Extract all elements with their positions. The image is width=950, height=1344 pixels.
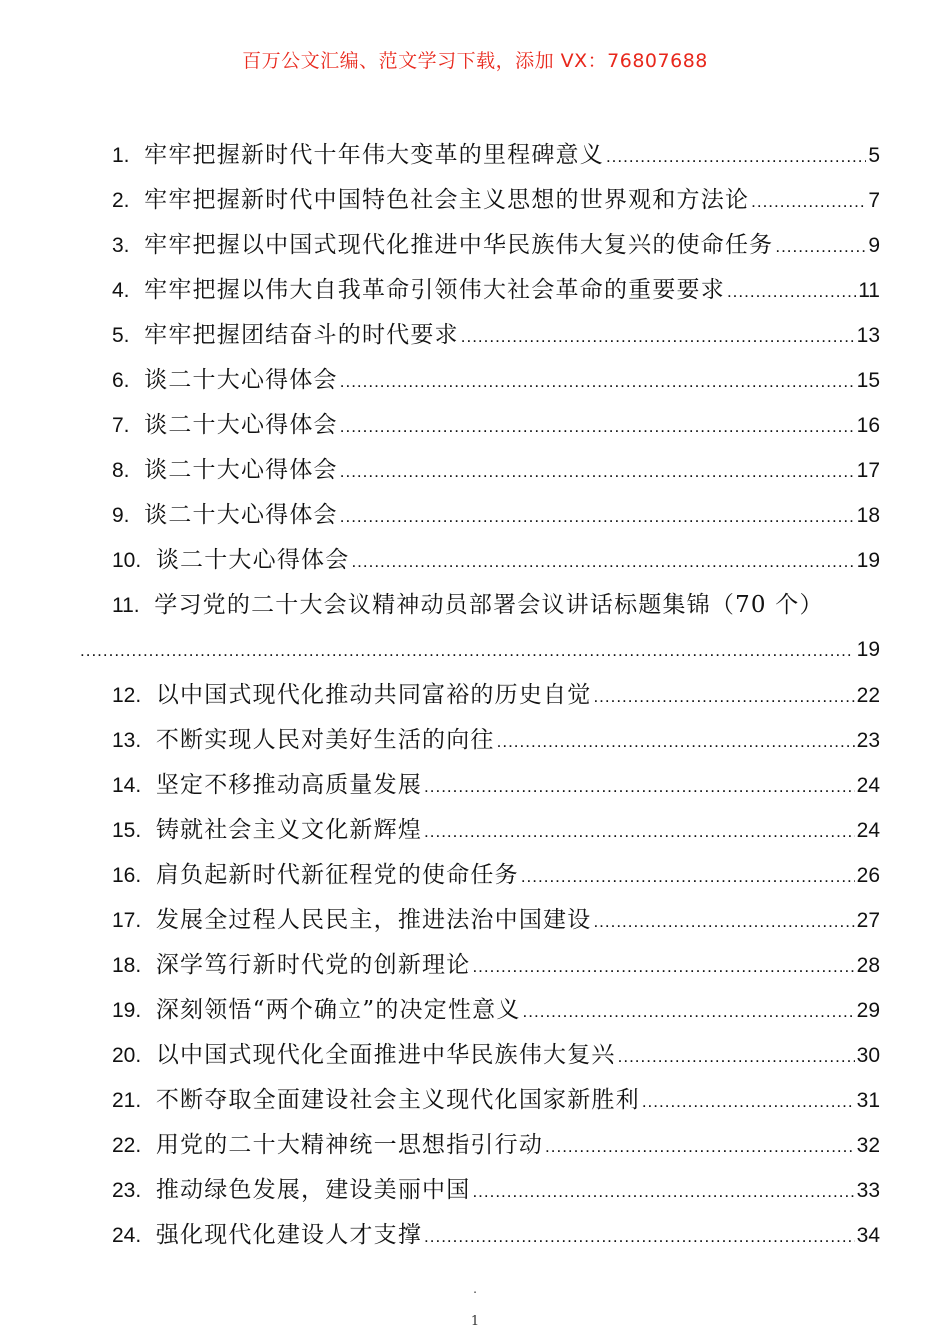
toc-leader-dots [461,315,855,359]
toc-entry-number: 10. [112,549,142,572]
toc-entry-page: 11 [858,279,880,302]
toc-entry-number: 14. [112,774,142,797]
toc-entry-page: 15 [856,369,880,392]
toc-entry-number: 12. [112,684,142,707]
toc-leader-dots [642,1080,855,1124]
toc-entry-page: 33 [856,1179,880,1202]
toc-entry-number: 9. [112,504,130,527]
toc-entry-2[interactable] [112,178,880,222]
toc-entry-title: 不断实现人民对美好生活的向往 [155,727,495,753]
toc-entry-title: 坚定不移推动高质量发展 [155,772,423,798]
toc-entry-number: 11. [112,594,140,617]
toc-entry-page: 18 [856,504,880,527]
toc-entry-number: 5. [112,324,130,347]
toc-entry-page: 9 [868,234,880,257]
toc-leader-dots [523,990,855,1034]
toc-entry-20[interactable] [112,1033,880,1077]
toc-entry-title: 不断夺取全面建设社会主义现代化国家新胜利 [155,1087,640,1113]
toc-entry-title: 推动绿色发展，建设美丽中国 [155,1177,471,1203]
toc-entry-number: 7. [112,414,130,437]
toc-entry-title: 肩负起新时代新征程党的使命任务 [155,862,519,888]
toc-leader-dots [424,1215,855,1259]
toc-entry-title: 谈二十大心得体会 [144,502,338,528]
toc-entry-12[interactable] [112,673,880,717]
toc-entry-page: 19 [856,549,880,572]
toc-entry-title: 谈二十大心得体会 [144,412,338,438]
toc-entry-page: 24 [856,819,880,842]
toc-entry-title: 强化现代化建设人才支撑 [155,1222,423,1248]
toc-entry-title: 牢牢把握新时代十年伟大变革的里程碑意义 [144,142,604,168]
toc-leader-dots [351,540,854,584]
toc-entry-13[interactable] [112,718,880,762]
toc-entry-number: 23. [112,1179,142,1202]
toc-entry-18[interactable] [112,943,880,987]
footer-dot: . [473,1282,477,1296]
toc-entry-title: 谈二十大心得体会 [155,547,350,573]
toc-entry-number: 6. [112,369,130,392]
toc-entry-14[interactable] [112,763,880,807]
toc-entry-title: 深刻领悟“两个确立”的决定性意义 [155,997,521,1023]
toc-leader-dots [775,225,866,269]
toc-leader-dots [593,675,854,719]
toc-entry-6[interactable] [112,358,880,402]
toc-entry-9[interactable] [112,493,880,537]
toc-entry-title: 以中国式现代化推动共同富裕的历史自觉 [155,682,592,708]
toc-leader-dots [545,1125,855,1169]
toc-entry-23[interactable] [112,1168,880,1212]
toc-entry-1[interactable] [112,133,880,177]
toc-entry-24[interactable] [112,1213,880,1257]
toc-entry-page: 23 [856,729,880,752]
toc-entry-number: 1. [112,144,130,167]
toc-entry-21[interactable] [112,1078,880,1122]
toc-entry-page: 34 [856,1224,880,1247]
toc-entry-16[interactable] [112,853,880,897]
toc-entry-number: 17. [112,909,142,932]
toc-entry-page: 24 [856,774,880,797]
toc-entry-title: 铸就社会主义文化新辉煌 [155,817,423,843]
toc-entry-title: 学习党的二十大会议精神动员部署会议讲话标题集锦（70 个） [154,592,824,618]
toc-leader-dots [618,1035,855,1079]
toc-entry-page: 26 [856,864,880,887]
toc-entry-page: 29 [856,999,880,1022]
toc-entry-number: 24. [112,1224,142,1247]
toc-leader-dots [606,135,866,179]
toc-entry-5[interactable] [112,313,880,357]
toc-entry-number: 13. [112,729,142,752]
toc-entry-page: 27 [856,909,880,932]
toc-leader-dots [472,945,854,989]
toc-entry-number: 21. [112,1089,142,1112]
toc-entry-page: 13 [856,324,880,347]
toc-entry-8[interactable] [112,448,880,492]
toc-leader-dots [340,495,855,539]
toc-entry-4[interactable] [112,268,880,312]
toc-entry-page: 32 [856,1134,880,1157]
toc-leader-dots [424,765,855,809]
toc-entry-number: 8. [112,459,130,482]
toc-entry-page: 30 [856,1044,880,1067]
toc-leader-dots [751,180,866,224]
toc-entry-page: 17 [856,459,880,482]
toc-entry-10[interactable] [112,538,880,582]
toc-entry-title: 深学笃行新时代党的创新理论 [155,952,471,978]
toc-entry-title: 牢牢把握团结奋斗的时代要求 [144,322,459,348]
toc-entry-11[interactable] [112,583,880,627]
toc-entry-number: 2. [112,189,130,212]
toc-entry-number: 22. [112,1134,142,1157]
toc-entry-page: 19 [856,638,880,661]
toc-leader-dots [593,900,854,944]
toc-entry-number: 16. [112,864,142,887]
toc-entry-17[interactable] [112,898,880,942]
toc-entry-page: 31 [856,1089,880,1112]
toc-entry-title: 牢牢把握新时代中国特色社会主义思想的世界观和方法论 [144,187,750,213]
toc-entry-3[interactable] [112,223,880,267]
toc-entry-number: 18. [112,954,142,977]
toc-entry-title: 牢牢把握以伟大自我革命引领伟大社会革命的重要要求 [144,277,725,303]
toc-entry-page: 7 [868,189,880,212]
toc-entry-number: 20. [112,1044,142,1067]
toc-entry-number: 3. [112,234,130,257]
toc-entry-title: 牢牢把握以中国式现代化推进中华民族伟大复兴的使命任务 [144,232,774,258]
toc-entry-number: 19. [112,999,142,1022]
toc-leader-dots [521,855,855,899]
toc-entry-page: 22 [856,684,880,707]
toc-entry-page: 5 [868,144,880,167]
header-watermark-text: 百万公文汇编、范文学习下载，添加 VX：76807688 [242,50,708,72]
toc-entry-number: 15. [112,819,142,842]
toc-leader-dots [340,405,855,449]
toc-entry-title: 用党的二十大精神统一思想指引行动 [155,1132,544,1158]
toc-leader-dots [340,450,855,494]
toc-leader-dots [497,720,855,764]
footer-page-number: 1 [470,1314,480,1329]
toc-entry-title: 以中国式现代化全面推进中华民族伟大复兴 [155,1042,616,1068]
toc-entry-number: 4. [112,279,130,302]
toc-entry-title: 谈二十大心得体会 [144,367,338,393]
toc-entry-11-continuation[interactable] [80,628,880,672]
toc-entry-15[interactable] [112,808,880,852]
toc-entry-title: 发展全过程人民民主，推进法治中国建设 [155,907,592,933]
toc-leader-dots [424,810,855,854]
toc-leader-dots [340,360,855,404]
toc-entry-title: 谈二十大心得体会 [144,457,338,483]
toc-entry-page: 28 [856,954,880,977]
toc-entry-page: 16 [856,414,880,437]
toc-leader-dots [472,1170,854,1214]
toc-leader-dots [80,629,853,673]
toc-entry-7[interactable] [112,403,880,447]
toc-entry-19[interactable] [112,988,880,1032]
toc-leader-dots [727,270,856,314]
toc-entry-22[interactable] [112,1123,880,1167]
